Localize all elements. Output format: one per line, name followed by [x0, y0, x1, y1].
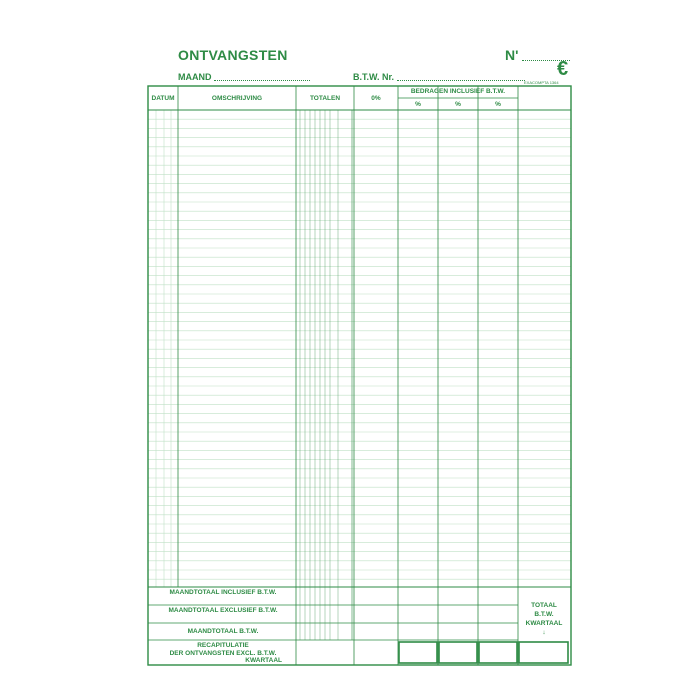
recap-box	[399, 642, 437, 663]
euro-icon: €	[557, 58, 569, 80]
totaal-line-1: TOTAAL	[531, 602, 557, 609]
recap-line-3: KWARTAAL	[245, 657, 282, 664]
number-label: N'	[505, 47, 519, 63]
totaal-btw-kwartaal-label	[518, 601, 570, 637]
col-header-datum: DATUM	[151, 95, 175, 102]
maandtotaal-btw-label: MAANDTOTAAL B.T.W.	[187, 628, 259, 635]
col-header-zero-pct: 0%	[371, 95, 381, 102]
recap-line-2: DER ONTVANGSTEN EXCL. B.T.W.	[169, 649, 277, 657]
maand-label: MAAND	[178, 72, 212, 82]
recap-line-1: RECAPITULATIE	[197, 642, 249, 649]
ledger-columns	[156, 86, 518, 665]
maandtotaal-incl-label: MAANDTOTAAL INCLUSIEF B.T.W.	[169, 589, 277, 596]
ledger-frame	[148, 86, 571, 665]
col-header-bedragen: BEDRAGEN INCLUSIEF B.T.W.	[410, 88, 506, 95]
down-arrow-icon: ↓	[542, 629, 546, 636]
recap-box	[479, 642, 517, 663]
col-header-totalen: TOTALEN	[309, 95, 341, 102]
maandtotaal-excl-label: MAANDTOTAAL EXCLUSIEF B.T.W.	[168, 607, 278, 614]
col-header-omschrijving: OMSCHRIJVING	[211, 95, 263, 102]
page-title: ONTVANGSTEN	[178, 47, 288, 63]
col-header-pct-3: %	[495, 101, 501, 108]
ledger-outer-frame	[148, 86, 571, 665]
btw-nr-label: B.T.W. Nr.	[353, 72, 395, 82]
recap-box	[519, 642, 568, 663]
totaal-line-2: B.T.W.	[534, 611, 554, 618]
brand-label: EXACOMPTA 1364	[524, 80, 559, 85]
ledger-rules	[148, 119, 571, 579]
recap-box	[439, 642, 477, 663]
col-header-pct-2: %	[455, 101, 461, 108]
col-header-pct-1: %	[415, 101, 421, 108]
totaal-line-3: KWARTAAL	[525, 620, 563, 627]
recap-label	[150, 642, 296, 665]
